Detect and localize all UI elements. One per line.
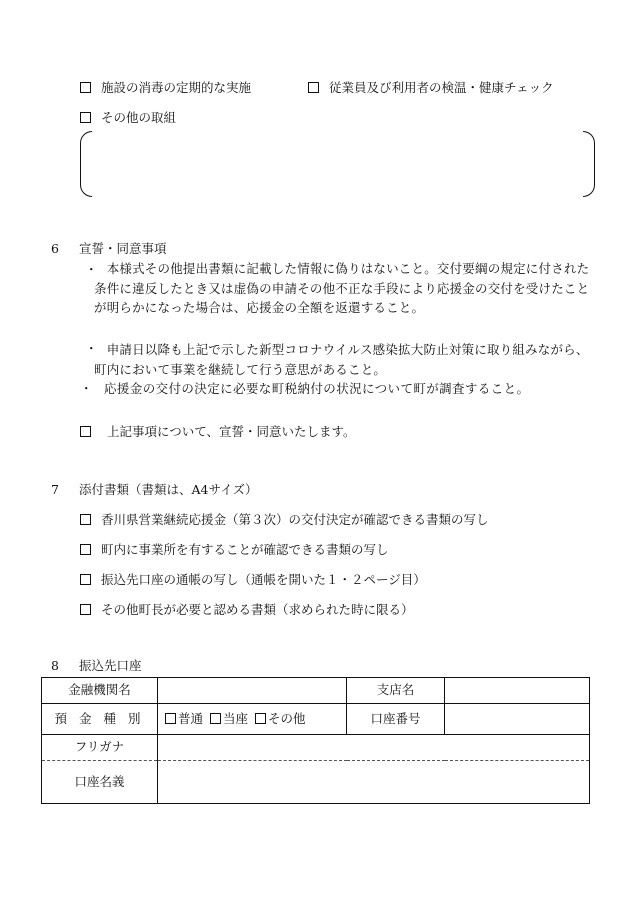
branch-field[interactable] [445,678,590,704]
checkbox-box[interactable] [80,544,91,555]
table-row [42,735,590,761]
account-number-field[interactable] [445,704,590,735]
declaration-item-2: 申請日以降も上記で示した新型コロナウイルス感染拡大防止対策に取り組みながら、町内において事業を継続して行う意思があること。 [94,342,589,377]
checkbox-label: 上記事項について、宣誓・同意いたします。 [107,424,356,439]
table-row [42,678,590,704]
account-holder-label: 口座名義 [42,761,158,804]
section-number: 8 [51,658,59,673]
checkbox-box[interactable] [80,112,91,123]
bank-name-field[interactable] [158,678,347,704]
checkbox-box[interactable] [165,713,176,724]
option-label: 普通 [178,710,204,726]
account-type-other[interactable] [255,710,306,726]
checkbox-label: 従業員及び利用者の検温・健康チェック [329,80,554,95]
checkbox-attachment-2[interactable] [80,544,389,557]
checkbox-box[interactable] [255,713,266,724]
furigana-label: フリガナ [42,735,158,761]
section-8-heading [51,660,142,673]
checkbox-box[interactable] [210,713,221,724]
account-holder-field[interactable] [158,761,590,804]
other-measures-detail[interactable] [96,156,576,176]
checkbox-label: 施設の消毒の定期的な実施 [101,80,252,95]
account-type-current[interactable] [210,710,249,726]
checkbox-label: その他町長が必要と認める書類（求められた時に限る） [101,602,414,617]
option-label: 当座 [223,710,249,726]
furigana-field[interactable] [158,735,590,761]
bank-account-table [41,677,590,804]
bullet-mark: ・ [85,262,98,277]
account-type-label: 預 金 種 別 [42,704,158,735]
section-number: 7 [51,482,59,497]
account-number-label: 口座番号 [347,704,445,735]
section-6-heading [51,243,167,256]
other-measures-bracket-left [80,131,92,197]
other-measures-bracket-right [583,131,595,197]
table-row [42,761,590,804]
checkbox-box[interactable] [80,574,91,585]
bullet-mark: ・ [80,381,93,396]
checkbox-other-measures[interactable] [80,112,176,125]
checkbox-disinfection[interactable] [80,82,251,95]
checkbox-attachment-1[interactable] [80,514,489,527]
section-title: 添付書類（書類は、A4サイズ） [79,482,258,497]
checkbox-label: 町内に事業所を有することが確認できる書類の写し [101,542,389,557]
checkbox-label: 振込先口座の通帳の写し（通帳を開いた１・２ページ目） [101,572,426,587]
checkbox-box[interactable] [80,514,91,525]
checkbox-label: 香川県営業継続応援金（第３次）の交付決定が確認できる書類の写し [101,512,489,527]
account-type-ordinary[interactable] [165,710,204,726]
declaration-item-3: 応援金の交付の決定に必要な町税納付の状況について町が調査すること。 [104,381,530,396]
checkbox-attachment-3[interactable] [80,574,426,587]
checkbox-label: その他の取組 [101,110,177,125]
checkbox-box[interactable] [80,426,91,437]
declaration-item-1: 本様式その他提出書類に記載した情報に偽りはないこと。交付要綱の規定に付された条件に違反したとき又は虚偽の申請その他不正な手段により応援金の交付を受けたことが明らかになった場合は、応援金の全額を返還すること。 [94,261,590,315]
checkbox-attachment-4[interactable] [80,604,414,617]
checkbox-box[interactable] [308,82,319,93]
checkbox-box[interactable] [80,82,91,93]
table-row [42,704,590,735]
bullet-mark: ・ [85,341,98,356]
section-title: 宣誓・同意事項 [79,241,167,256]
branch-label: 支店名 [347,678,445,704]
option-label: その他 [268,710,306,726]
checkbox-agreement[interactable] [80,426,356,439]
section-title: 振込先口座 [79,658,142,673]
checkbox-box[interactable] [80,604,91,615]
account-type-options [158,704,347,735]
section-7-heading [51,484,257,497]
section-number: 6 [51,241,59,256]
checkbox-health-check[interactable] [308,82,554,95]
bank-name-label: 金融機関名 [42,678,158,704]
